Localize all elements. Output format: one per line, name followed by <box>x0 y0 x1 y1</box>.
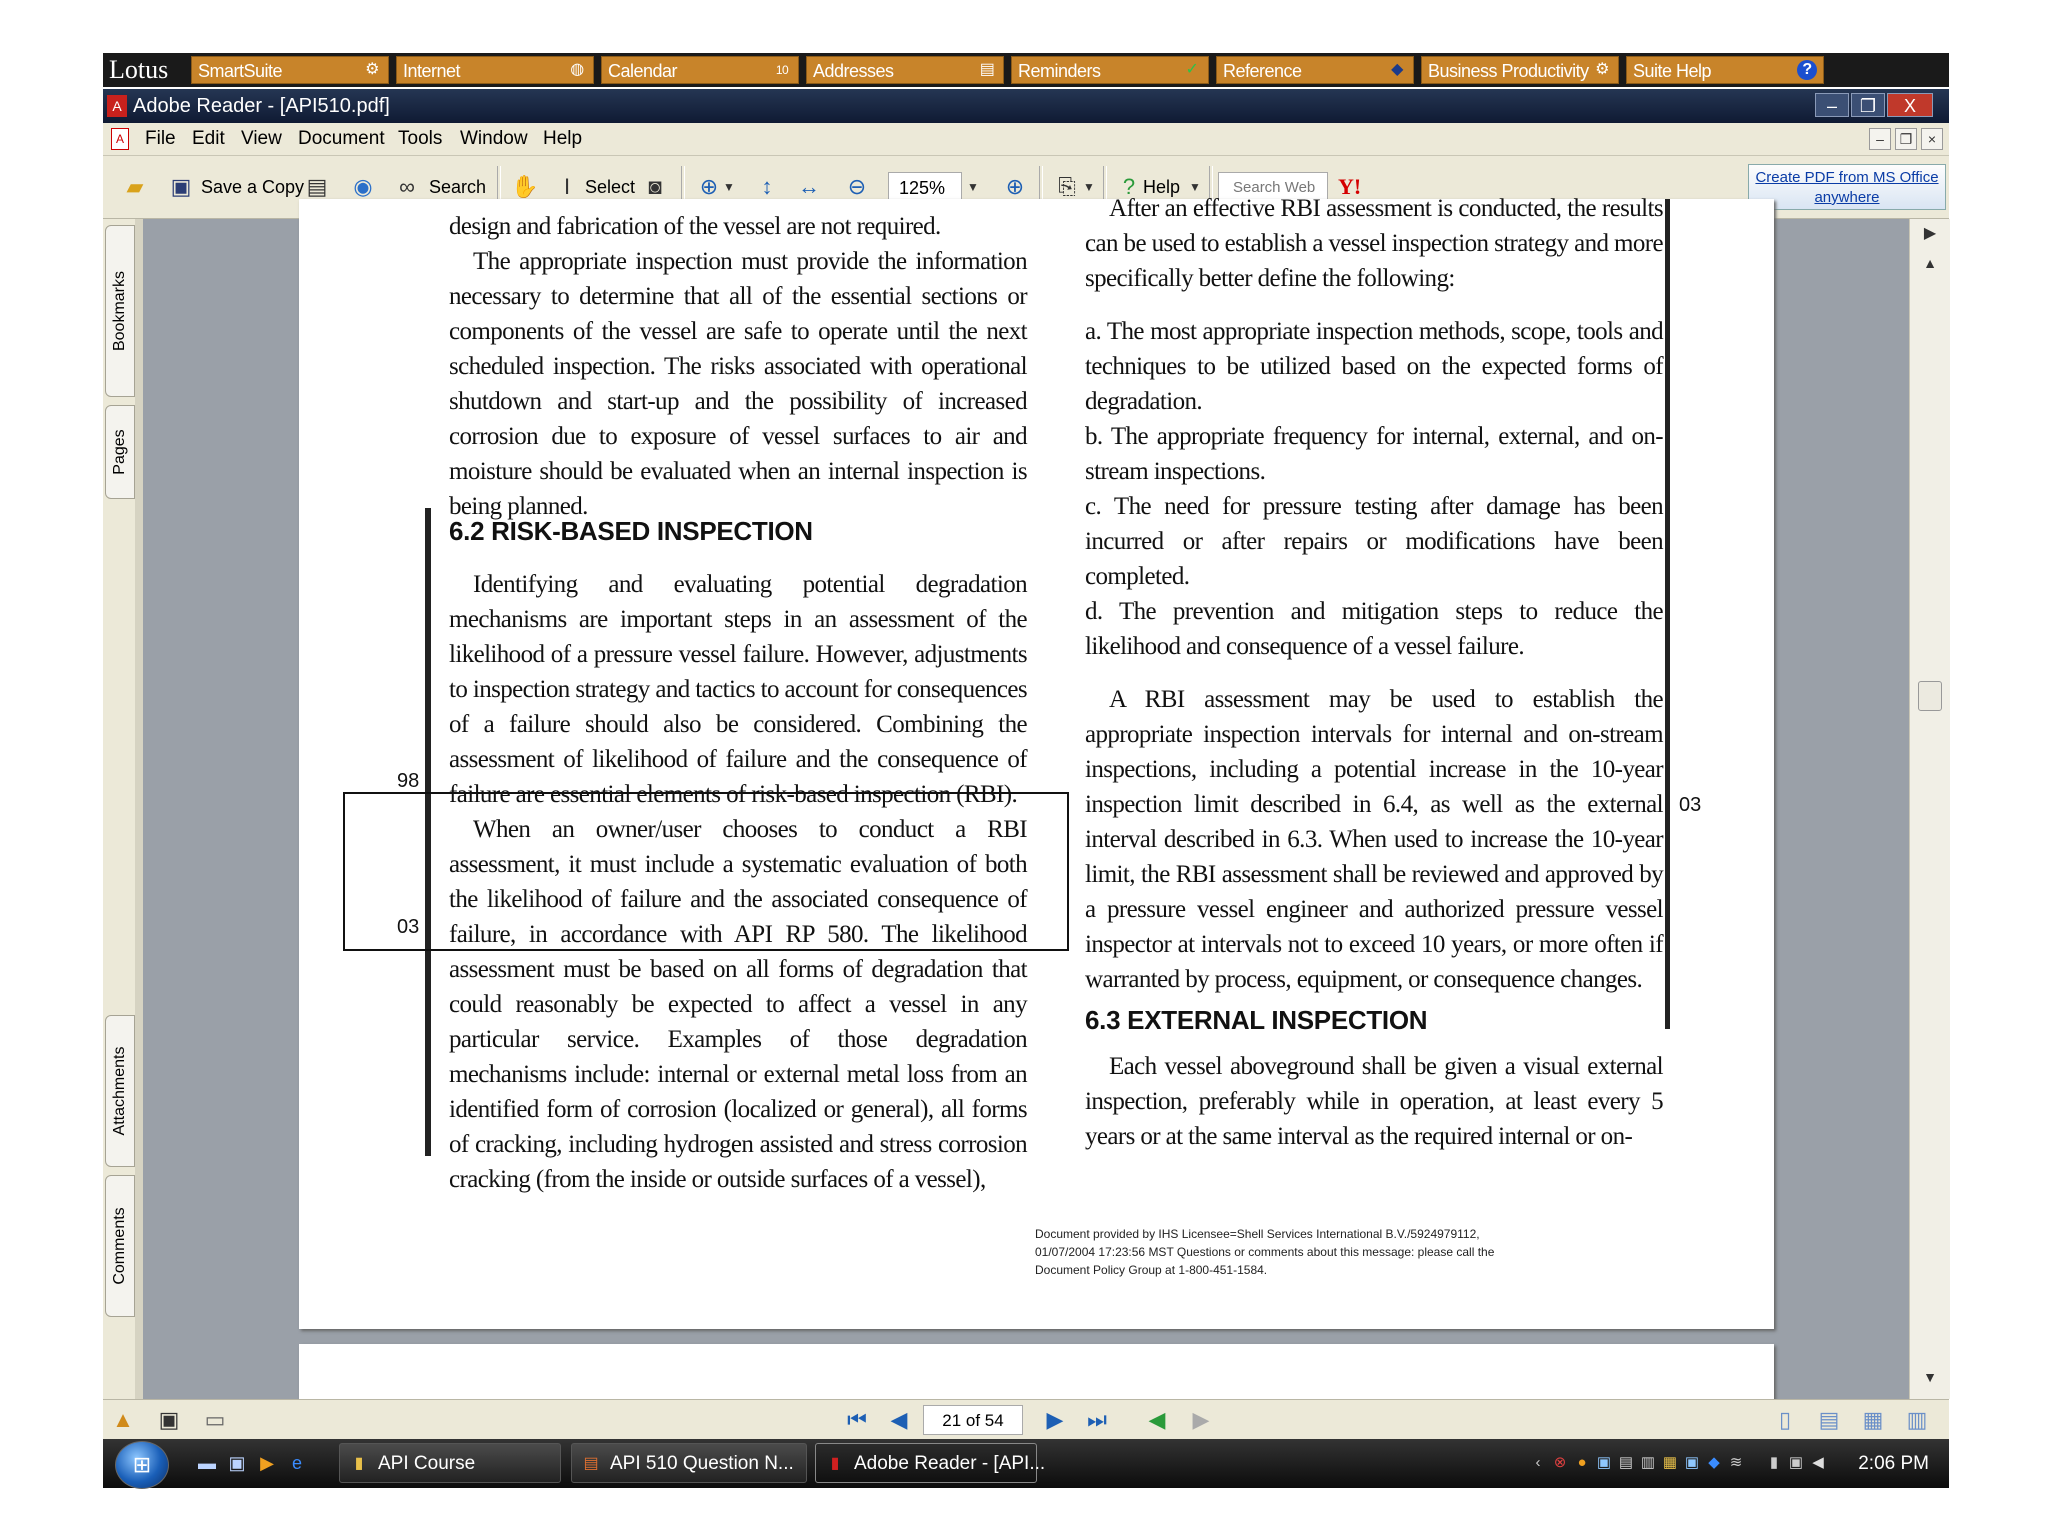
yahoo-icon[interactable]: Y! <box>1338 174 1362 199</box>
tray-app-icon[interactable]: ▣ <box>1596 1454 1612 1471</box>
left-column <box>449 209 1027 524</box>
chevron-left-icon[interactable]: ‹ <box>1535 1454 1541 1471</box>
start-button[interactable]: ⊞ <box>115 1441 169 1489</box>
taskbar-task-api-course[interactable]: ▮ API Course <box>339 1443 561 1483</box>
page-layout-icon[interactable]: ▭ <box>204 1407 226 1432</box>
paragraph: After an effective RBI assessment is conducted, the results can be used to establish a vessel inspection strategy and more specifically better define the following: <box>1085 195 1663 292</box>
page-number-input[interactable]: 21 of 54 <box>923 1405 1023 1435</box>
lotus-tab-addresses[interactable]: Addresses ▤ <box>806 56 1004 84</box>
vertical-scrollbar[interactable] <box>1909 219 1950 1399</box>
binoculars-icon[interactable]: ∞ <box>399 174 415 199</box>
create-pdf-link[interactable]: Create PDF from MS Office anywhere <box>1748 164 1946 210</box>
help-button[interactable]: Help <box>1143 177 1181 197</box>
zoom-out-icon[interactable]: ⊖ <box>847 174 867 199</box>
select-button[interactable]: Select <box>585 177 636 197</box>
taskbar-task-adobe-reader[interactable]: ▮ Adobe Reader - [API... <box>815 1443 1037 1483</box>
tab-pages[interactable]: Pages <box>105 405 135 499</box>
previous-page-icon[interactable]: ◀ <box>890 1407 908 1432</box>
gear-icon: ⚙ <box>1595 61 1609 78</box>
lotus-tab-suite-help[interactable]: Suite Help ? <box>1626 56 1824 84</box>
zoom-in-icon[interactable]: ⊕ <box>699 174 719 199</box>
checkmark-icon: ✓ <box>1185 61 1199 78</box>
print-icon[interactable]: ▤ <box>306 174 328 199</box>
page-thumbnail-icon[interactable]: ▣ <box>158 1407 180 1432</box>
menu-file[interactable]: File <box>145 128 176 149</box>
calendar-icon: 10 <box>775 63 789 77</box>
pdf-document-icon[interactable]: A <box>111 128 129 150</box>
tray-app-icon[interactable]: ▥ <box>1640 1454 1656 1471</box>
highlight-box <box>343 792 1069 951</box>
single-page-icon[interactable]: ▯ <box>1778 1407 1792 1432</box>
snapshot-icon[interactable]: ◙ <box>648 174 662 199</box>
lotus-logo[interactable]: Lotus <box>109 55 169 84</box>
paragraph: The appropriate inspection must provide the information necessary to determine that all of the essential sections or components of the vessel are safe to operate until the next scheduled inspection. The risks associated with operational shutdown and start-up and the possibility of increased corrosion due to exposure of vessel surfaces to air and moisture should be evaluated when an internal inspection is being planned. <box>449 248 1027 520</box>
document-view[interactable] <box>143 195 1909 1399</box>
security-alert-icon[interactable]: ⊗ <box>1553 1454 1567 1471</box>
network-icon[interactable]: ▮ <box>1769 1454 1779 1471</box>
first-page-icon[interactable]: ⏮ <box>847 1407 867 1432</box>
doc-close-button[interactable]: × <box>1921 128 1943 150</box>
save-icon[interactable]: ▣ <box>170 174 192 199</box>
system-tray <box>1528 1439 1949 1488</box>
menu-bar <box>103 123 1949 156</box>
change-bar <box>1665 199 1670 1029</box>
book-icon: ◆ <box>1391 61 1403 78</box>
help-icon[interactable]: ? <box>1122 174 1136 199</box>
menu-tools[interactable]: Tools <box>398 128 443 149</box>
adobe-reader-icon: A <box>107 95 127 117</box>
document-footer-note: Document provided by IHS Licensee=Shell Services International B.V./5924979112, 01/07/2004 17:23:56 MST Questions or comments about this message: please call the Document Policy Group at 1-800-451-1584. <box>1035 1227 1495 1277</box>
fit-page-icon[interactable]: ↕ <box>761 174 773 199</box>
show-desktop-icon[interactable]: ▬ <box>198 1453 216 1473</box>
rotate-view-icon[interactable]: ⎘ <box>1058 174 1076 199</box>
right-column-lower <box>1085 1049 1663 1154</box>
screen <box>103 53 1949 1488</box>
lotus-tab-business-productivity[interactable]: Business Productivity ⚙ <box>1421 56 1619 84</box>
chevron-down-icon[interactable]: ▼ <box>723 180 735 194</box>
search-button[interactable]: Search <box>429 177 487 197</box>
close-button[interactable]: X <box>1887 93 1933 117</box>
paragraph: Identifying and evaluating potential degradation mechanisms are important steps in an assessment of the likelihood of a pressure vessel failure. However, adjustments to inspection strategy and tactics to account for consequences of a failure should also be considered. Combining the assessment of likelihood of failure and the consequence of failure are essential elements of risk-based inspection (RBI). <box>449 571 1027 808</box>
scrollbar-thumb[interactable] <box>1918 681 1942 711</box>
text-select-icon[interactable]: I <box>563 174 571 199</box>
section-heading-6-2: 6.2 RISK-BASED INSPECTION <box>449 516 813 546</box>
tray-app-icon[interactable]: ▤ <box>1618 1454 1634 1471</box>
facing-pages-icon[interactable]: ▦ <box>1862 1407 1884 1432</box>
network-alert-icon[interactable]: ▣ <box>1788 1454 1804 1471</box>
tab-attachments[interactable]: Attachments <box>105 1015 135 1167</box>
last-page-icon[interactable]: ⏭ <box>1087 1407 1107 1432</box>
save-copy-button[interactable]: Save a Copy <box>201 177 305 197</box>
tray-app-icon[interactable]: ◆ <box>1708 1454 1720 1471</box>
lotus-tab-smartsuite[interactable]: SmartSuite ⚙ <box>191 56 389 84</box>
tray-app-icon[interactable]: ▣ <box>1684 1454 1700 1471</box>
tray-app-icon[interactable]: ≋ <box>1729 1454 1743 1471</box>
next-page-icon[interactable]: ▶ <box>1046 1407 1064 1432</box>
minimize-button[interactable]: – <box>1815 93 1849 117</box>
paragraph: A RBI assessment may be used to establish the appropriate inspection intervals for internal and on-stream inspections, including a potential increase in the 10-year inspection limit described in 6.4, as well as the external interval described in 6.3. When used to increase the 10-year limit, the RBI assessment shall be reviewed and approved by a pressure vessel engineer and authorized pressure vessel inspector at intervals not to exceed 10 years, or more often if warranted by process, equipment, or consequence changes. <box>1085 686 1663 993</box>
doc-restore-button[interactable]: ❐ <box>1895 128 1917 150</box>
tray-app-icon[interactable]: ▦ <box>1662 1454 1678 1471</box>
chevron-down-icon[interactable]: ▼ <box>1189 180 1201 194</box>
continuous-facing-icon[interactable]: ▥ <box>1906 1407 1928 1432</box>
address-card-icon: ▤ <box>979 61 995 78</box>
lock-icon[interactable]: ▲ <box>112 1407 134 1432</box>
switch-windows-icon[interactable]: ▣ <box>228 1453 246 1473</box>
menu-view[interactable]: View <box>241 128 282 149</box>
gear-icon: ⚙ <box>365 61 379 78</box>
scroll-down-icon[interactable]: ▼ <box>1923 1369 1937 1385</box>
chevron-down-icon[interactable]: ▼ <box>967 180 979 194</box>
zoom-in-plus-icon[interactable]: ⊕ <box>1005 174 1025 199</box>
email-icon[interactable]: ◉ <box>353 174 373 199</box>
title-bar <box>103 89 1949 123</box>
volume-icon[interactable]: ◀ <box>1812 1454 1824 1471</box>
margin-number: 03 <box>397 916 420 938</box>
lotus-tab-reminders[interactable]: Reminders ✓ <box>1011 56 1209 84</box>
taskbar-task-api-510-question[interactable]: ▤ API 510 Question N... <box>571 1443 807 1483</box>
go-back-icon[interactable]: ◀ <box>1148 1407 1166 1432</box>
media-player-icon[interactable]: ▶ <box>260 1453 274 1473</box>
internet-explorer-icon[interactable]: e <box>291 1453 302 1473</box>
open-folder-icon[interactable]: ▰ <box>126 174 144 199</box>
list-item: d. The prevention and mitigation steps to reduce the likelihood and consequence of a vessel failure. <box>1085 598 1663 660</box>
doc-minimize-button[interactable]: – <box>1869 128 1891 150</box>
scroll-up-icon[interactable]: ▲ <box>1923 255 1937 271</box>
menu-edit[interactable]: Edit <box>192 128 225 149</box>
list-item: b. The appropriate frequency for internal, external, and on-stream inspections. <box>1085 423 1663 485</box>
window-title: Adobe Reader - [API510.pdf] <box>133 95 390 117</box>
hand-tool-icon[interactable]: ✋ <box>511 174 539 199</box>
adobe-reader-icon: ▮ <box>830 1455 840 1472</box>
status-bar <box>103 1399 1949 1440</box>
list-item: c. The need for pressure testing after damage has been incurred or after repairs or modifications have been completed. <box>1085 493 1663 590</box>
paragraph: design and fabrication of the vessel are not required. <box>449 213 941 240</box>
expand-arrow-icon[interactable]: ▶ <box>1923 225 1937 242</box>
go-forward-icon[interactable]: ▶ <box>1192 1407 1210 1432</box>
navigation-panel <box>103 219 136 1399</box>
menu-document[interactable]: Document <box>298 128 385 149</box>
right-column <box>1085 191 1663 997</box>
pdf-page <box>299 195 1774 1329</box>
panel-splitter[interactable] <box>135 219 143 1399</box>
tab-comments[interactable]: Comments <box>105 1175 135 1317</box>
globe-icon: ◍ <box>570 61 584 78</box>
menu-help[interactable]: Help <box>543 128 583 149</box>
continuous-page-icon[interactable]: ▤ <box>1818 1407 1840 1432</box>
lotus-smartsuite-bar <box>103 53 1949 87</box>
paragraph: When an owner/user chooses to conduct a RBI assessment, it must include a systematic evaluation of both the likelihood of failure and the associated consequence of failure, in accordance with API RP 580. The likelihood assessment must be based on all forms of degradation that could reasonably be expected to affect a vessel in any particular service. Examples of those degradation mechanisms include: internal or external metal loss from an identified form of corrosion (localized or general), all forms of cracking, including hydrogen assisted and stress corrosion cracking (from the inside or outside surfaces of a vessel), <box>449 816 1027 1193</box>
document-icon: ▤ <box>583 1455 599 1472</box>
folder-icon: ▮ <box>354 1455 364 1472</box>
zoom-level-input[interactable]: 125% <box>888 172 962 202</box>
tab-bookmarks[interactable]: Bookmarks <box>105 225 135 397</box>
chevron-down-icon[interactable]: ▼ <box>1083 180 1095 194</box>
tray-app-icon[interactable]: ● <box>1577 1454 1587 1471</box>
section-heading-6-3: 6.3 EXTERNAL INSPECTION <box>1085 1005 1428 1035</box>
clock[interactable]: 2:06 PM <box>1858 1453 1929 1474</box>
taskbar <box>103 1439 1949 1488</box>
search-web-input[interactable]: Search Web <box>1218 172 1328 202</box>
list-item: a. The most appropriate inspection methods, scope, tools and techniques to be utilized based on the expected forms of degradation. <box>1085 318 1663 415</box>
restore-button[interactable]: ❐ <box>1851 93 1885 117</box>
lotus-tab-internet[interactable]: Internet ◍ <box>396 56 594 84</box>
margin-number: 98 <box>397 770 420 792</box>
paragraph: Each vessel aboveground shall be given a visual external inspection, preferably while in operation, at least every 5 years or at the same interval as the required internal or on- <box>1085 1053 1663 1150</box>
menu-window[interactable]: Window <box>460 128 528 149</box>
margin-number: 03 <box>1679 794 1702 816</box>
lotus-tab-reference[interactable]: Reference ◆ <box>1216 56 1414 84</box>
help-icon: ? <box>1797 60 1817 80</box>
fit-width-icon[interactable]: ↔ <box>798 174 820 199</box>
lotus-tab-calendar[interactable]: Calendar 10 <box>601 56 799 84</box>
